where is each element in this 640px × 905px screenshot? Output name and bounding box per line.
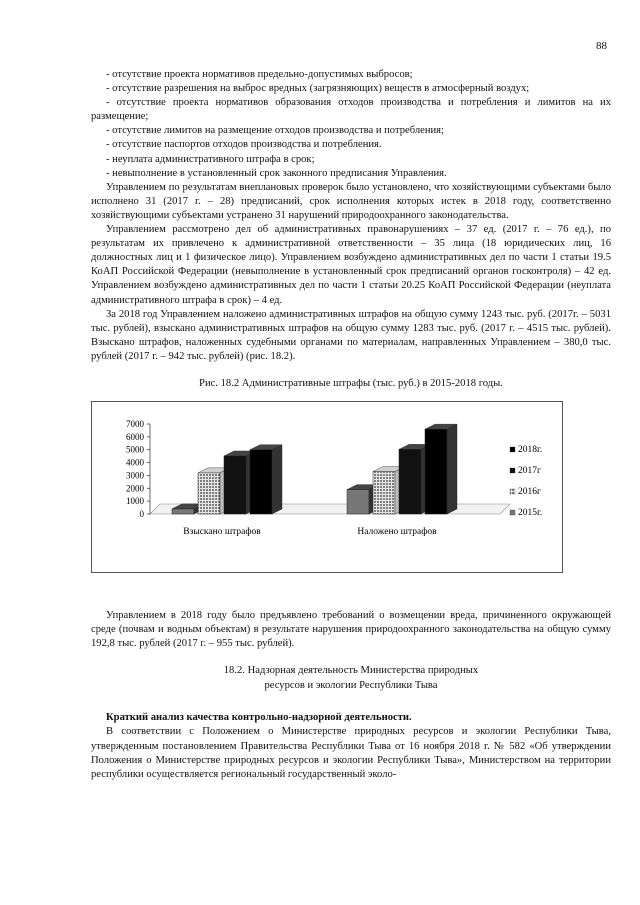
legend-swatch: [510, 489, 515, 494]
list-item: - отсутствие паспортов отходов производства и потребления.: [106, 139, 382, 151]
document-body: [91, 68, 611, 782]
bar: [172, 509, 194, 514]
y-tick-label: 3000: [126, 470, 144, 481]
list-item: - неуплата административного штрафа в срок;: [106, 153, 315, 165]
legend-label: 2016г: [518, 487, 541, 498]
figure-caption: Рис. 18.2 Административные штрафы (тыс. руб.) в 2015-2018 годы.: [199, 377, 503, 389]
bar: [224, 456, 246, 514]
fines-chart: [91, 401, 563, 573]
bold-heading: Краткий анализ качества контрольно-надзорной деятельности.: [106, 712, 412, 724]
list-item: - отсутствие проекта нормативов образования отходов производства и потребления и лимитов на их размещение;: [91, 97, 611, 123]
category-label: Взыскано штрафов: [183, 527, 261, 538]
legend-swatch: [510, 447, 515, 452]
list-item: - отсутствие разрешения на выброс вредных (загрязняющих) веществ в атмосферный воздух;: [106, 83, 530, 95]
bar: [399, 449, 421, 514]
y-tick-label: 7000: [126, 419, 144, 430]
page-number: 88: [596, 40, 607, 52]
bar: [250, 450, 272, 514]
bar-side: [447, 424, 457, 514]
bar: [347, 490, 369, 514]
legend-label: 2015г.: [518, 508, 543, 519]
paragraph-cases: Управлением рассмотрено дел об административных правонарушениях – 37 ед. (2017 г. – 76 ед.), по результатам их привлечено к административной ответственности – 35 лица (18 юридических лиц, 16 должностных лиц и 1 физическое лицо). Управлением возбуждено административных дел по части 1 статьи 19.5 КоАП Российской Федерации (невыполнение в установленный срок предписаний органов госконтроля) – 42 ед. Управлением возбуждено административных дел по части 1 статьи 20.25 КоАП Российской Федерации (неуплата административного штрафа в срок) – 4 ед.: [91, 224, 611, 306]
paragraph-damages: Управлением в 2018 году было предъявлено требований о возмещении вреда, причиненного окружающей среде (почвам и водным объектам) в результате нарушения природоохранного законодательства на общую сумму 192,8 тыс. рублей (2017 г. – 955 тыс. рублей).: [91, 610, 611, 650]
section-title-line-2: ресурсов и экологии Республики Тыва: [264, 680, 438, 692]
y-tick-label: 6000: [126, 431, 144, 442]
list-item: - отсутствие проекта нормативов предельно-допустимых выбросов;: [106, 69, 413, 80]
bar: [425, 429, 447, 514]
legend-swatch: [510, 510, 515, 515]
bar: [198, 473, 220, 514]
legend-label: 2018г.: [518, 445, 543, 456]
list-item: - невыполнение в установленный срок законного предписания Управления.: [106, 167, 447, 179]
bar: [373, 472, 395, 514]
paragraph-fines: За 2018 год Управлением наложено административных штрафов на общую сумму 1243 тыс. руб. (2017г. – 5031 тыс. рублей), взыскано административных штрафов на общую сумму 1283 тыс. руб. (2017 г. – 4515 тыс. рублей). Взыскано штрафов, наложенных судебными органами по материалам, направленных Управлением – 380,0 тыс. рублей (2017 г. – 942 тыс. рублей) (рис. 18.2).: [91, 308, 611, 362]
section-title: [91, 663, 611, 693]
paragraph-inspections: Управлением по результатам внеплановых проверок было установлено, что хозяйствующими субъектами было исполнено 31 (2017 г. – 28) предписаний, срок исполнения которых истек в 2018 году, соответственно хозяйствующими субъектами устранено 31 нарушений природоохранного законодательства.: [91, 181, 611, 221]
paragraph-regulation: В соответствии с Положением о Министерстве природных ресурсов и экологии Республики Тыва, утвержденным постановлением Правительства Республики Тыва от 16 ноября 2018 г. № 582 «Об утверждении Положения о Министерстве природных ресурсов и экологии Республики Тыва», Министерством на территории республики осуществляется региональный государственный эколо-: [91, 726, 611, 780]
y-tick-label: 4000: [126, 457, 144, 468]
legend-swatch: [510, 468, 515, 473]
chart-svg: [92, 402, 562, 572]
legend-label: 2017г: [518, 466, 541, 477]
list-item: - отсутствие лимитов на размещение отходов производства и потребления;: [106, 125, 444, 137]
section-title-line-1: 18.2. Надзорная деятельность Министерства природных: [223, 665, 479, 677]
bar-side: [272, 445, 282, 514]
category-label: Наложено штрафов: [357, 527, 437, 538]
y-tick-label: 0: [139, 509, 144, 520]
y-tick-label: 1000: [126, 496, 144, 507]
y-tick-label: 2000: [126, 483, 144, 494]
y-tick-label: 5000: [126, 444, 144, 455]
